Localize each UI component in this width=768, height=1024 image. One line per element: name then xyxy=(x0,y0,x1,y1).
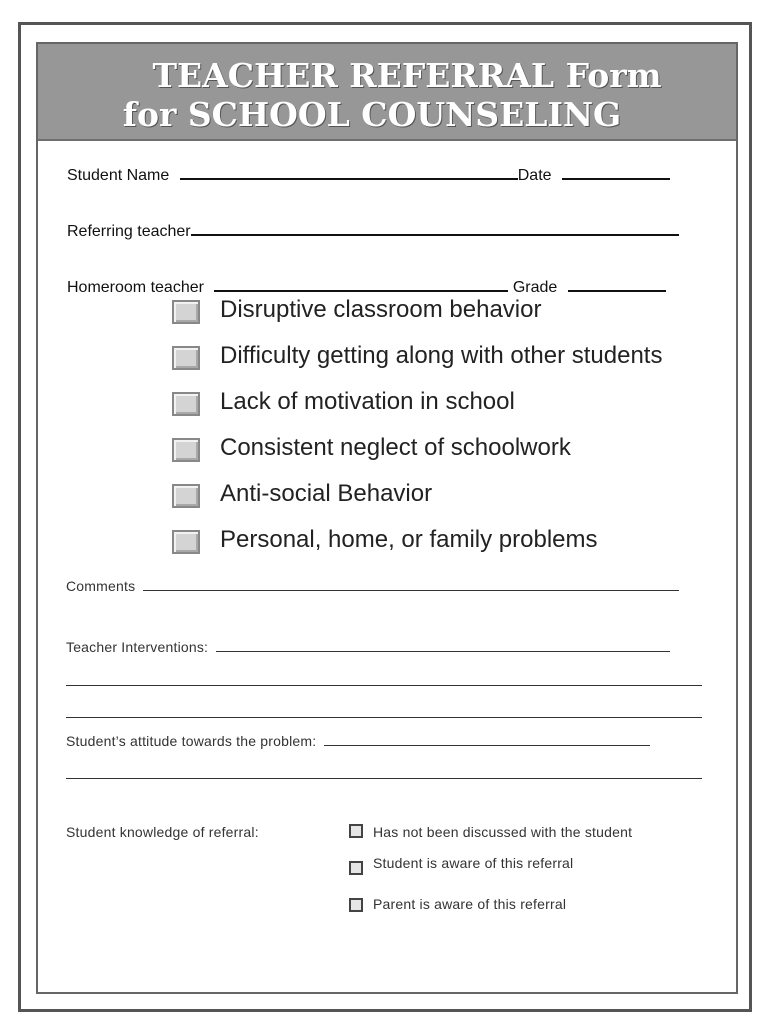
knowledge-option-label: Student is aware of this referral xyxy=(373,855,574,871)
homeroom-teacher-field[interactable] xyxy=(214,276,508,292)
concern-checkbox[interactable] xyxy=(172,392,200,416)
knowledge-checkbox[interactable] xyxy=(349,824,363,838)
attitude-extra-line[interactable] xyxy=(66,778,702,779)
referring-teacher-label: Referring teacher xyxy=(67,223,191,240)
comments-label: Comments xyxy=(66,578,136,594)
interventions-row xyxy=(66,639,670,655)
knowledge-option-label: Parent is aware of this referral xyxy=(373,896,567,912)
grade-label: Grade xyxy=(512,279,558,296)
concern-label: Disruptive classroom behavior xyxy=(220,296,542,323)
interventions-extra-line[interactable] xyxy=(66,685,702,686)
homeroom-teacher-label: Homeroom teacher xyxy=(67,279,204,296)
concern-checkbox[interactable] xyxy=(172,346,200,370)
interventions-label: Teacher Interventions: xyxy=(66,639,209,655)
referring-teacher-row xyxy=(67,220,679,241)
concern-checkbox[interactable] xyxy=(172,300,200,324)
referring-teacher-field[interactable] xyxy=(191,220,679,236)
knowledge-checkbox[interactable] xyxy=(349,861,363,875)
form-container xyxy=(36,42,738,994)
knowledge-option-label: Has not been discussed with the student xyxy=(373,824,633,840)
concern-checkbox[interactable] xyxy=(172,530,200,554)
knowledge-checkbox[interactable] xyxy=(349,898,363,912)
student-name-label: Student Name xyxy=(67,167,170,184)
attitude-label: Student’s attitude towards the problem: xyxy=(66,733,317,749)
date-label: Date xyxy=(517,167,552,184)
homeroom-teacher-row xyxy=(67,276,666,297)
form-title-line-1: TEACHER REFERRAL Form xyxy=(152,56,662,95)
concern-label: Anti-social Behavior xyxy=(220,480,433,507)
concern-label: Difficulty getting along with other students xyxy=(220,342,663,369)
grade-field[interactable] xyxy=(568,276,666,292)
student-name-field[interactable] xyxy=(180,164,518,180)
interventions-extra-line[interactable] xyxy=(66,717,702,718)
concern-label: Lack of motivation in school xyxy=(220,388,515,415)
form-title-line-2: for SCHOOL COUNSELING xyxy=(122,95,622,134)
comments-field[interactable] xyxy=(143,579,679,591)
concern-label: Consistent neglect of schoolwork xyxy=(220,434,571,461)
form-header xyxy=(38,44,736,141)
interventions-field[interactable] xyxy=(216,640,670,652)
date-field[interactable] xyxy=(562,164,670,180)
attitude-row xyxy=(66,733,650,749)
comments-row xyxy=(66,578,679,594)
attitude-field[interactable] xyxy=(324,734,650,746)
concern-label: Personal, home, or family problems xyxy=(220,526,598,553)
student-name-row xyxy=(67,164,670,185)
knowledge-label: Student knowledge of referral: xyxy=(66,824,259,840)
concern-checkbox[interactable] xyxy=(172,484,200,508)
concern-checkbox[interactable] xyxy=(172,438,200,462)
